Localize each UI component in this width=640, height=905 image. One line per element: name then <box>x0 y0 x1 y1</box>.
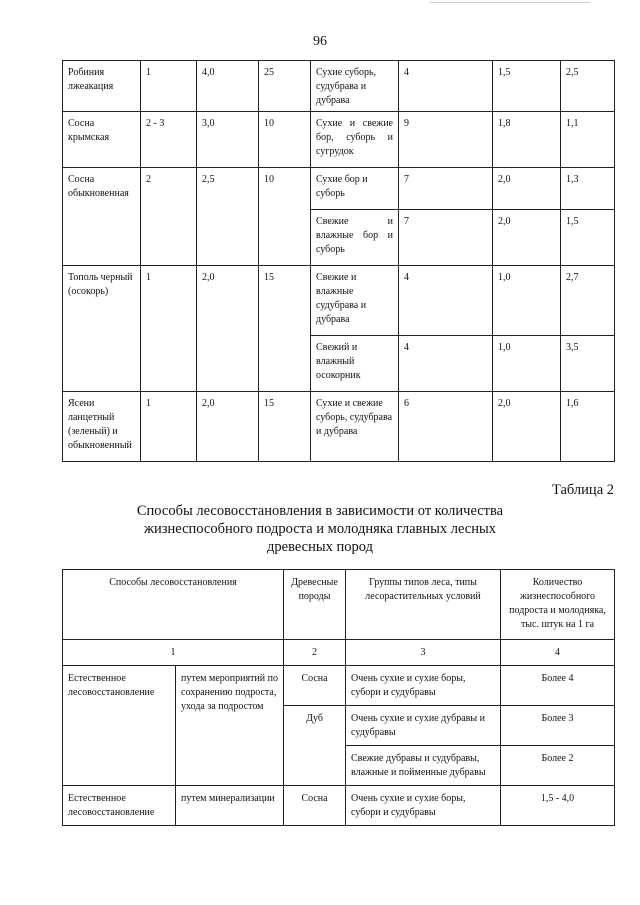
value-cell: 1 <box>141 392 197 462</box>
amount-cell: Более 3 <box>501 706 615 746</box>
conditions-cell: Сухие и свежие суборь, судубрава и дубрава <box>311 392 399 462</box>
table-row <box>63 666 615 706</box>
conditions-cell: Сухие суборь, судубрава и дубрава <box>311 61 399 112</box>
value-cell: 6 <box>399 392 493 462</box>
table-row <box>63 61 615 112</box>
column-number-row <box>63 640 615 666</box>
value-cell: 1,5 <box>561 210 615 266</box>
column-number: 1 <box>63 640 284 666</box>
species-cell: Дуб <box>284 706 346 786</box>
value-cell: 2,0 <box>197 392 259 462</box>
species-cell: Тополь черный (осокорь) <box>63 266 141 392</box>
value-cell: 3,0 <box>197 112 259 168</box>
value-cell: 2 <box>141 168 197 266</box>
amount-cell: Более 4 <box>501 666 615 706</box>
value-cell: 2,0 <box>493 168 561 210</box>
table-title <box>0 502 640 556</box>
value-cell: 3,5 <box>561 336 615 392</box>
table-row <box>63 392 615 462</box>
value-cell: 7 <box>399 168 493 210</box>
column-number: 4 <box>501 640 615 666</box>
reforestation-table <box>62 569 615 826</box>
forest-types-cell: Очень сухие и сухие боры, субори и судубравы <box>346 786 501 826</box>
conditions-cell: Свежий и влажный осокорник <box>311 336 399 392</box>
value-cell: 1,3 <box>561 168 615 210</box>
species-cell: Сосна обыкновенная <box>63 168 141 266</box>
header-row <box>63 570 615 640</box>
value-cell: 2,5 <box>561 61 615 112</box>
species-cell: Ясени ланцетный (зеленый) и обыкновенный <box>63 392 141 462</box>
value-cell: 1,8 <box>493 112 561 168</box>
value-cell: 4 <box>399 336 493 392</box>
forest-types-cell: Очень сухие и сухие боры, субори и судубравы <box>346 666 501 706</box>
table-row <box>63 112 615 168</box>
column-number: 2 <box>284 640 346 666</box>
table-row <box>63 266 615 336</box>
means-cell: путем мероприятий по сохранению подроста, ухода за подростом <box>176 666 284 786</box>
column-header: Количество жизнеспособного подроста и молодняка, тыс. штук на 1 га <box>501 570 615 640</box>
value-cell: 4 <box>399 61 493 112</box>
value-cell: 15 <box>259 266 311 392</box>
value-cell: 2 - 3 <box>141 112 197 168</box>
value-cell: 1,6 <box>561 392 615 462</box>
table-label: Таблица 2 <box>551 482 614 498</box>
value-cell: 2,0 <box>493 210 561 266</box>
column-header: Способы лесовосстановления <box>63 570 284 640</box>
conditions-cell: Свежие и влажные судубрава и дубрава <box>311 266 399 336</box>
conditions-cell: Сухие бор и суборь <box>311 168 399 210</box>
value-cell: 1,0 <box>493 336 561 392</box>
conditions-cell: Сухие и свежие бор, суборь и сугрудок <box>311 112 399 168</box>
value-cell: 15 <box>259 392 311 462</box>
value-cell: 1,0 <box>493 266 561 336</box>
table-title-text: Способы лесовосстановления в зависимости от количества жизнеспособного подроста и молодняка главных лесных древесных пород <box>136 503 504 555</box>
value-cell: 4,0 <box>197 61 259 112</box>
value-cell: 25 <box>259 61 311 112</box>
value-cell: 1,5 <box>493 61 561 112</box>
amount-cell: 1,5 - 4,0 <box>501 786 615 826</box>
column-number: 3 <box>346 640 501 666</box>
means-cell: путем минерализации <box>176 786 284 826</box>
value-cell: 2,5 <box>197 168 259 266</box>
value-cell: 1,1 <box>561 112 615 168</box>
species-table <box>62 60 615 462</box>
value-cell: 1 <box>141 61 197 112</box>
value-cell: 2,7 <box>561 266 615 336</box>
value-cell: 10 <box>259 168 311 266</box>
species-cell: Сосна крымская <box>63 112 141 168</box>
column-header: Группы типов леса, типы лесорастительных условий <box>346 570 501 640</box>
conditions-cell: Свежие и влажные бор и суборь <box>311 210 399 266</box>
value-cell: 4 <box>399 266 493 336</box>
top-edge-mark <box>430 2 590 3</box>
value-cell: 2,0 <box>197 266 259 392</box>
forest-types-cell: Свежие дубравы и судубравы, влажные и пойменные дубравы <box>346 746 501 786</box>
value-cell: 2,0 <box>493 392 561 462</box>
species-cell: Сосна <box>284 666 346 706</box>
amount-cell: Более 2 <box>501 746 615 786</box>
species-cell: Сосна <box>284 786 346 826</box>
value-cell: 1 <box>141 266 197 392</box>
page-number: 96 <box>313 34 327 49</box>
value-cell: 7 <box>399 210 493 266</box>
table-row <box>63 168 615 210</box>
forest-types-cell: Очень сухие и сухие дубравы и судубравы <box>346 706 501 746</box>
value-cell: 9 <box>399 112 493 168</box>
method-cell: Естественное лесовосстановление <box>63 666 176 786</box>
method-cell: Естественное лесовосстановление <box>63 786 176 826</box>
species-cell: Робиния лжеакация <box>63 61 141 112</box>
value-cell: 10 <box>259 112 311 168</box>
table-row <box>63 786 615 826</box>
column-header: Древесные породы <box>284 570 346 640</box>
